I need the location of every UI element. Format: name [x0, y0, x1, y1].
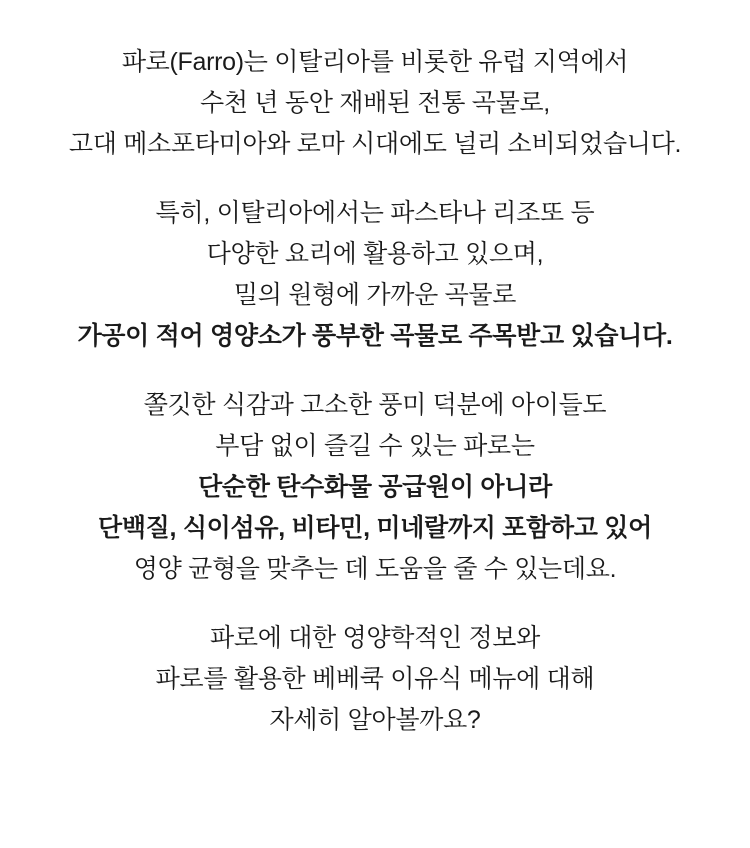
text-line: 수천 년 동안 재배된 전통 곡물로, [200, 89, 550, 117]
paragraph-intro [24, 42, 726, 165]
text-line: 특히, 이탈리아에서는 파스타나 리조또 등 [155, 199, 595, 227]
text-line: 밀의 원형에 가까운 곡물로 [233, 281, 517, 309]
paragraph-closing [24, 618, 726, 741]
text-line: 부담 없이 즐길 수 있는 파로는 [215, 432, 535, 460]
text-line-emphasis: 단백질, 식이섬유, 비타민, 미네랄까지 포함하고 있어 [97, 514, 653, 542]
text-line: 고대 메소포타미아와 로마 시대에도 널리 소비되었습니다. [68, 130, 682, 158]
text-line: 파로에 대한 영양학적인 정보와 [210, 624, 540, 652]
text-line: 다양한 요리에 활용하고 있으며, [206, 240, 544, 268]
text-line-emphasis: 가공이 적어 영양소가 풍부한 곡물로 주목받고 있습니다. [77, 322, 673, 350]
text-line-emphasis: 단순한 탄수화물 공급원이 아니라 [198, 473, 552, 501]
text-line: 자세히 알아볼까요? [269, 706, 481, 734]
text-line: 파로를 활용한 베베쿡 이유식 메뉴에 대해 [155, 665, 595, 693]
paragraph-usage [24, 193, 726, 357]
text-line: 쫄깃한 식감과 고소한 풍미 덕분에 아이들도 [143, 391, 607, 419]
text-line: 파로(Farro)는 이탈리아를 비롯한 유럽 지역에서 [121, 48, 629, 76]
text-line: 영양 균형을 맞추는 데 도움을 줄 수 있는데요. [133, 555, 617, 583]
paragraph-nutrition [24, 385, 726, 590]
